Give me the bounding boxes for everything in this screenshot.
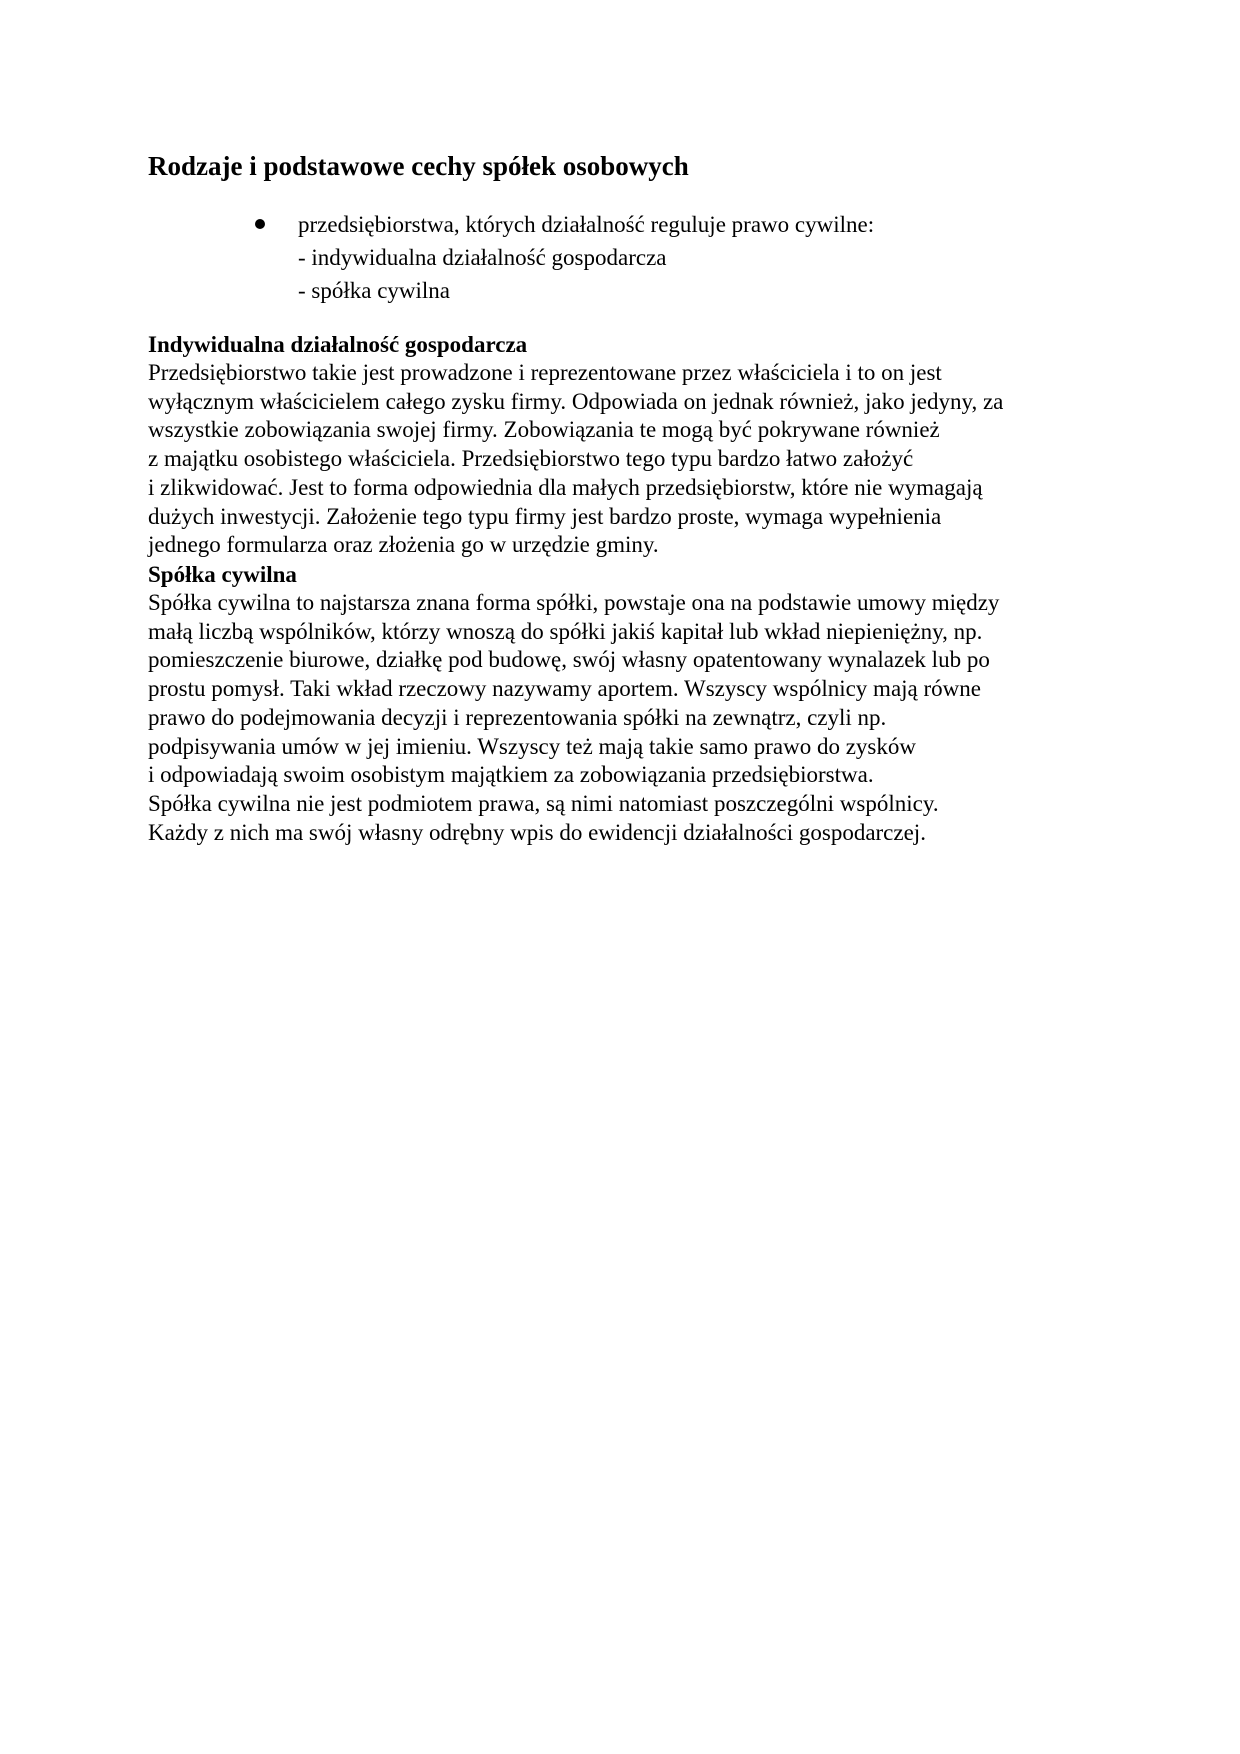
bullet-text: przedsiębiorstwa, których działalność reguluje prawo cywilne: — [298, 212, 875, 237]
bullet-dot-icon — [255, 219, 265, 229]
paragraph-line: dużych inwestycji. Założenie tego typu firmy jest bardzo proste, wymaga wypełnienia — [148, 503, 942, 529]
paragraph-line: z majątku osobistego właściciela. Przedsiębiorstwo tego typu bardzo łatwo założyć — [148, 446, 914, 472]
paragraph-line: i odpowiadają swoim osobistym majątkiem za zobowiązania przedsiębiorstwa. — [148, 762, 874, 788]
section-paragraph-indywidualna — [148, 359, 1003, 560]
bullet-list — [258, 208, 874, 307]
bullet-item — [258, 208, 874, 241]
section-heading-spolka-cywilna: Spółka cywilna — [148, 562, 297, 587]
paragraph-line: podpisywania umów w jej imieniu. Wszyscy też mają takie samo prawo do zysków — [148, 733, 916, 759]
section-heading-indywidualna: Indywidualna działalność gospodarcza — [148, 332, 528, 357]
paragraph-line: wyłącznym właścicielem całego zysku firmy. Odpowiada on jednak również, jako jedyny, za — [148, 388, 1004, 414]
paragraph-line: prostu pomysł. Taki wkład rzeczowy nazywamy aportem. Wszyscy wspólnicy mają równe — [148, 676, 981, 702]
paragraph-line: i zlikwidować. Jest to forma odpowiednia dla małych przedsiębiorstw, które nie wymagają — [148, 474, 983, 500]
paragraph-line: Przedsiębiorstwo takie jest prowadzone i reprezentowane przez właściciela i to on jest — [148, 360, 942, 385]
paragraph-line: prawo do podejmowania decyzji i reprezentowania spółki na zewnątrz, czyli np. — [148, 704, 887, 730]
bullet-sub-item: - spółka cywilna — [298, 278, 451, 303]
paragraph-line: pomieszczenie biurowe, działkę pod budowę, swój własny opatentowany wynalazek lub po — [148, 647, 990, 673]
bullet-sub-item: - indywidualna działalność gospodarcza — [298, 245, 667, 270]
document-title: Rodzaje i podstawowe cechy spółek osobowych — [148, 151, 689, 181]
paragraph-line: jednego formularza oraz złożenia go w urzędzie gminy. — [148, 532, 659, 558]
paragraph-line: wszystkie zobowiązania swojej firmy. Zobowiązania te mogą być pokrywane również — [148, 417, 940, 443]
paragraph-line: Każdy z nich ma swój własny odrębny wpis do ewidencji działalności gospodarczej. — [148, 819, 926, 845]
paragraph-line: Spółka cywilna nie jest podmiotem prawa, są nimi natomiast poszczególni wspólnicy. — [148, 790, 939, 816]
section-paragraph-spolka-cywilna — [148, 589, 999, 847]
paragraph-line: małą liczbą wspólników, którzy wnoszą do spółki jakiś kapitał lub wkład niepieniężny, np. — [148, 618, 983, 644]
paragraph-line: Spółka cywilna to najstarsza znana forma spółki, powstaje ona na podstawie umowy między — [148, 590, 1000, 615]
